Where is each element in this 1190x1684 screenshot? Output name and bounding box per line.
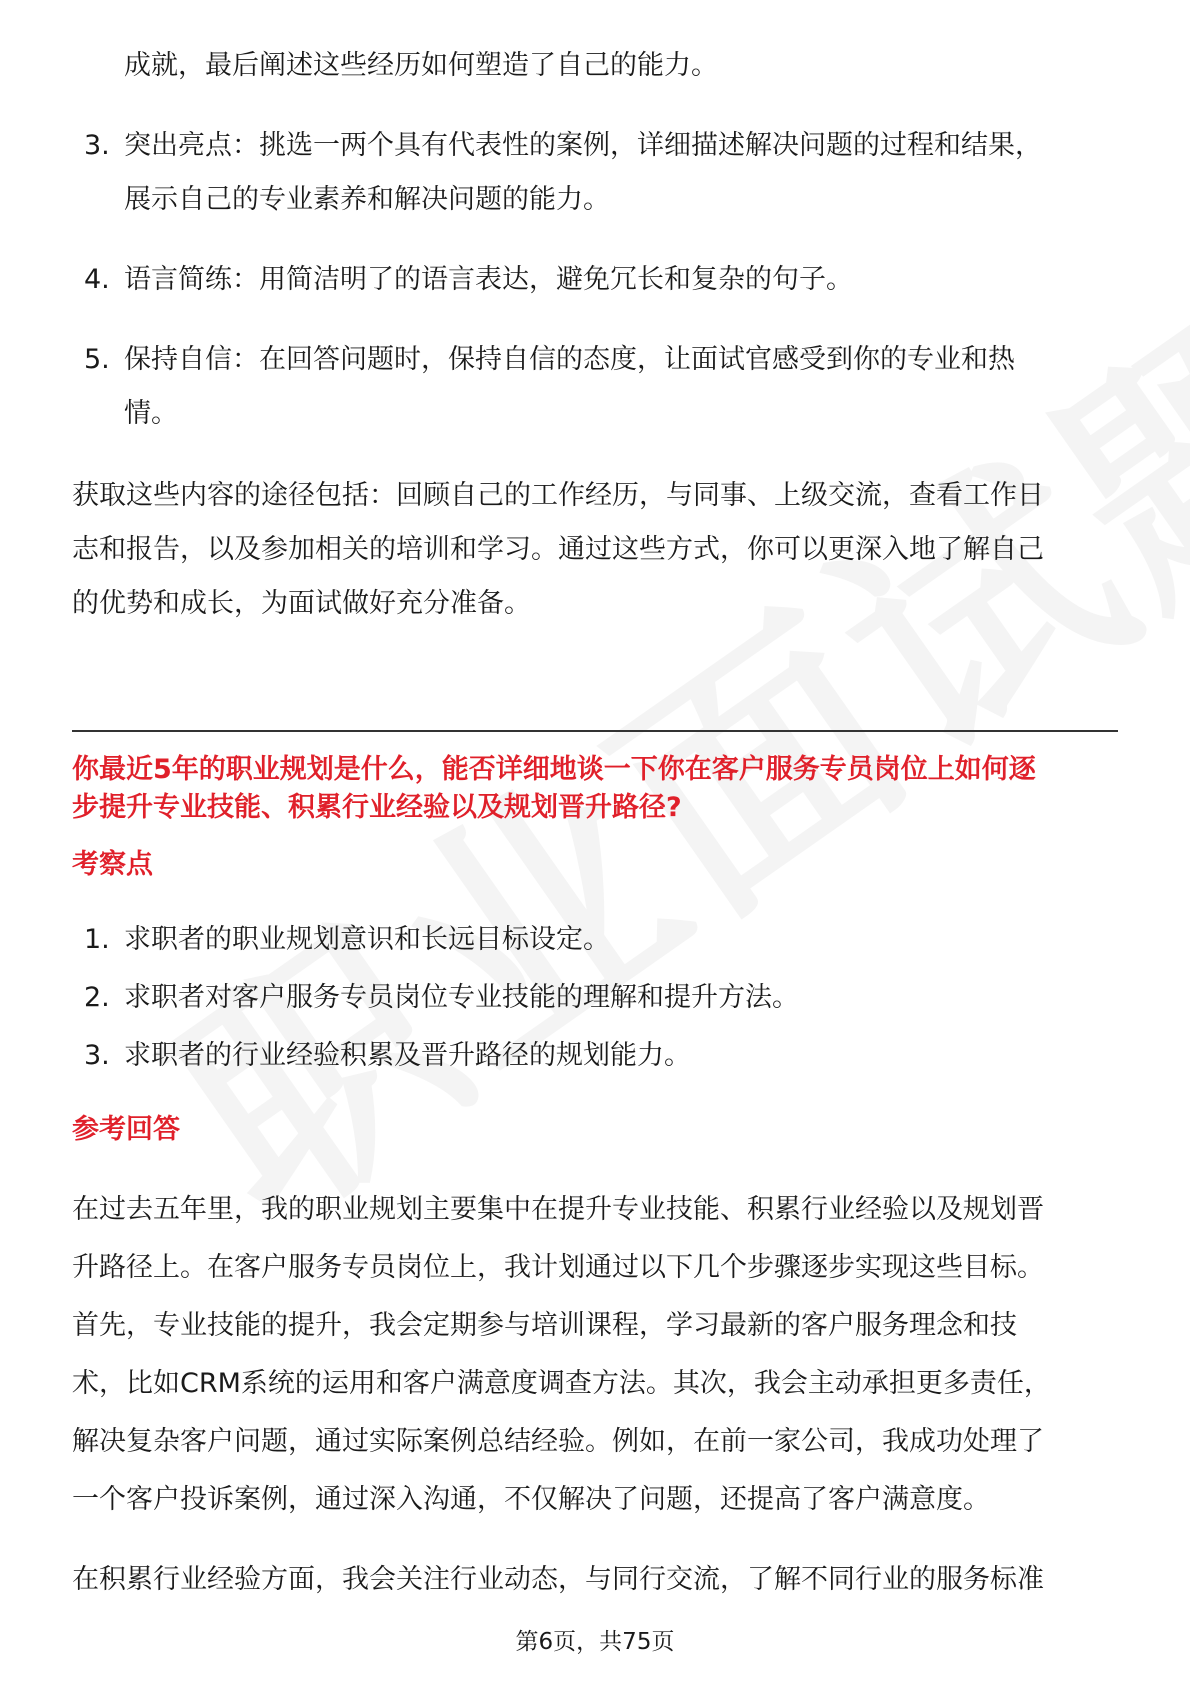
intro-tail: 成就，最后阐述这些经历如何塑造了自己的能力。	[124, 50, 718, 81]
tip-line: 展示自己的专业素养和解决问题的能力。	[124, 184, 610, 215]
tip-line: 语言简练：用简洁明了的语言表达，避免冗长和复杂的句子。	[124, 264, 853, 295]
summary-line: 获取这些内容的途径包括：回顾自己的工作经历，与同事、上级交流，查看工作日	[72, 480, 1044, 511]
question-title: 步提升专业技能、积累行业经验以及规划晋升路径?	[72, 792, 682, 823]
answer-line: 解决复杂客户问题，通过实际案例总结经验。例如，在前一家公司，我成功处理了	[72, 1426, 1044, 1457]
summary-line: 志和报告，以及参加相关的培训和学习。通过这些方式，你可以更深入地了解自己	[72, 534, 1044, 565]
tip-number: 4.	[84, 264, 110, 295]
point-number: 3.	[84, 1040, 110, 1071]
point-text: 求职者的行业经验积累及晋升路径的规划能力。	[124, 1040, 691, 1071]
tip-line: 保持自信：在回答问题时，保持自信的态度，让面试官感受到你的专业和热	[124, 344, 1015, 375]
question-title: 你最近5年的职业规划是什么，能否详细地谈一下你在客户服务专员岗位上如何逐	[72, 754, 1036, 785]
summary-line: 的优势和成长，为面试做好充分准备。	[72, 588, 531, 619]
answer-line: 术，比如CRM系统的运用和客户满意度调查方法。其次，我会主动承担更多责任，	[72, 1368, 1051, 1399]
answer-line: 升路径上。在客户服务专员岗位上，我计划通过以下几个步骤逐步实现这些目标。	[72, 1252, 1044, 1283]
kaocha-heading: 考察点	[72, 849, 153, 880]
point-text: 求职者的职业规划意识和长远目标设定。	[124, 924, 610, 955]
point-number: 2.	[84, 982, 110, 1013]
answer-line: 首先，专业技能的提升，我会定期参与培训课程，学习最新的客户服务理念和技	[72, 1310, 1017, 1341]
answer-line: 一个客户投诉案例，通过深入沟通，不仅解决了问题，还提高了客户满意度。	[72, 1484, 990, 1515]
tip-line: 情。	[124, 398, 178, 429]
point-number: 1.	[84, 924, 110, 955]
answer-heading: 参考回答	[72, 1114, 180, 1145]
answer-line: 在积累行业经验方面，我会关注行业动态，与同行交流，了解不同行业的服务标准	[72, 1564, 1044, 1595]
point-text: 求职者对客户服务专员岗位专业技能的理解和提升方法。	[124, 982, 799, 1013]
answer-line: 在过去五年里，我的职业规划主要集中在提升专业技能、积累行业经验以及规划晋	[72, 1194, 1044, 1225]
tip-number: 5.	[84, 344, 110, 375]
section-divider	[72, 730, 1118, 732]
tip-line: 突出亮点：挑选一两个具有代表性的案例，详细描述解决问题的过程和结果，	[124, 130, 1042, 161]
page-footer: 第6页，共75页	[515, 1629, 675, 1655]
tip-number: 3.	[84, 130, 110, 161]
